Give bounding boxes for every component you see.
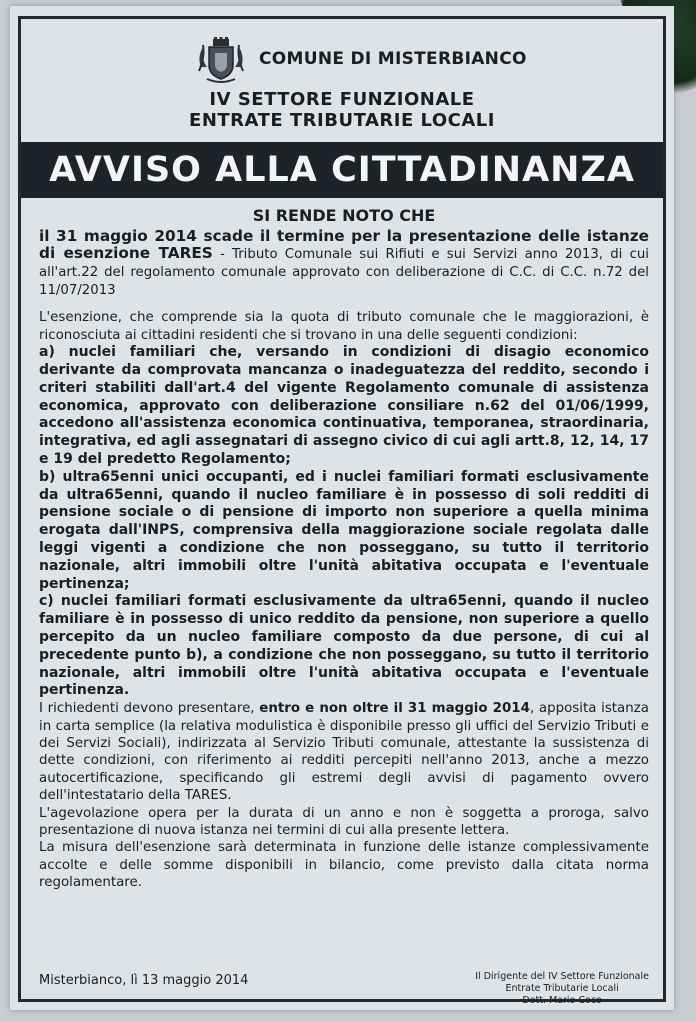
signature-line-2: Entrate Tributarie Locali — [505, 983, 619, 994]
notice-body — [39, 207, 649, 892]
notice-heading: SI RENDE NOTO CHE — [252, 206, 436, 225]
request-deadline-text: entro e non oltre il 31 maggio 2014 — [259, 701, 530, 717]
notice-poster — [10, 6, 674, 1010]
notice-lead — [39, 228, 649, 299]
signature-line-3: Dott. Mario Coco — [522, 995, 602, 1006]
request-before-text: I richiedenti devono presentare, — [39, 701, 260, 717]
municipality-name: COMUNE DI MISTERBIANCO — [259, 49, 527, 69]
request-after-text: , apposita istanza in carta semplice (la relativa modulistica è disponibile presso gli uffici del Servizio Tributi e dei Servizi Sociali), indirizzata al Servizio Tributi comunale, attestante la sussistenza di dette condizioni, con riferimento ai redditi percepiti nell'anno 2013, anche a mezzo autocertificazione, specificando gli estremi degli avvisi di pagamento ovvero dell'intestatario della TARES. — [39, 701, 649, 804]
signature-line-1: Il Dirigente del IV Settore Funzionale — [475, 971, 649, 982]
department-line-2: ENTRATE TRIBUTARIE LOCALI — [189, 110, 495, 131]
request-paragraph — [39, 700, 649, 804]
signature-block — [475, 971, 649, 1007]
department-line-1: IV SETTORE FUNZIONALE — [209, 89, 475, 110]
lead-bold-text: il 31 maggio 2014 scade il termine per la presentazione delle istanze di esenzione TARES — [39, 227, 649, 263]
lead-rest-text: - Tributo Comunale sui Rifiuti e sui Servizi anno 2013, di cui all'art.22 del regolamento comunale approvato con deliberazione di C.C. di C.C. n.72 del 11/07/2013 — [39, 247, 650, 299]
measure-paragraph: La misura dell'esenzione sarà determinata in funzione delle istanze complessivamente accolte e delle somme disponibili in bilancio, come previsto dalla citata norma regolamentare. — [39, 840, 649, 891]
notice-footer — [39, 971, 649, 1011]
poster-header — [21, 19, 663, 139]
notice-banner: AVVISO ALLA CITTADINANZA — [21, 142, 663, 198]
duration-paragraph: L'agevolazione opera per la durata di un anno e non è soggetta a proroga, salvo presentazione di nuova istanza nei termini di cui alla presente lettera. — [39, 805, 649, 838]
coat-of-arms-icon — [193, 37, 249, 85]
department-title — [21, 89, 663, 131]
condition-a: a) nuclei familiari che, versando in condizioni di disagio economico derivante da comprovata mancanza o inadeguatezza del reddito, secondo i criteri stabiliti dall'art.4 del vigente Regolamento comunale di assistenza economica, approvato con deliberazione consiliare n.62 del 01/06/1999, accedono all'assistenza economica continuativa, temporanea, straordinaria, integrativa, ed agli assegnatari di assegno civico di cui agli artt.8, 12, 14, 17 e 19 del predetto Regolamento; — [39, 344, 649, 467]
place-date: Misterbianco, lì 13 maggio 2014 — [39, 973, 249, 988]
condition-c: c) nuclei familiari formati esclusivamente da ultra65enni, quando il nucleo familiare è in possesso di unico reddito da pensione, non superiore a quello percepito da un nucleo familiare composto da due persone, di cui al precedente punto b), a condizione che non posseggano, su tutto il territorio nazionale, altri immobili oltre l'unità abitativa occupata e l'eventuale pertinenza. — [39, 593, 649, 699]
poster-frame — [18, 16, 666, 1006]
exemption-intro: L'esenzione, che comprende sia la quota di tributo comunale che le maggiorazioni, è riconosciuta ai cittadini residenti che si trovano in una delle seguenti condizioni: — [39, 310, 649, 343]
condition-b: b) ultra65enni unici occupanti, ed i nuclei familiari formati esclusivamente da ultra65enni, quando il nucleo familiare è in possesso di soli redditi di pensione sociale o di pensione di importo non superiore a quella minima erogata dall'INPS, comprensiva della maggiorazione sociale regolata dalle leggi vigenti a condizione che non posseggano, su tutto il territorio nazionale, altri immobili oltre l'unità abitativa occupata e l'eventuale pertinenza; — [39, 468, 649, 592]
